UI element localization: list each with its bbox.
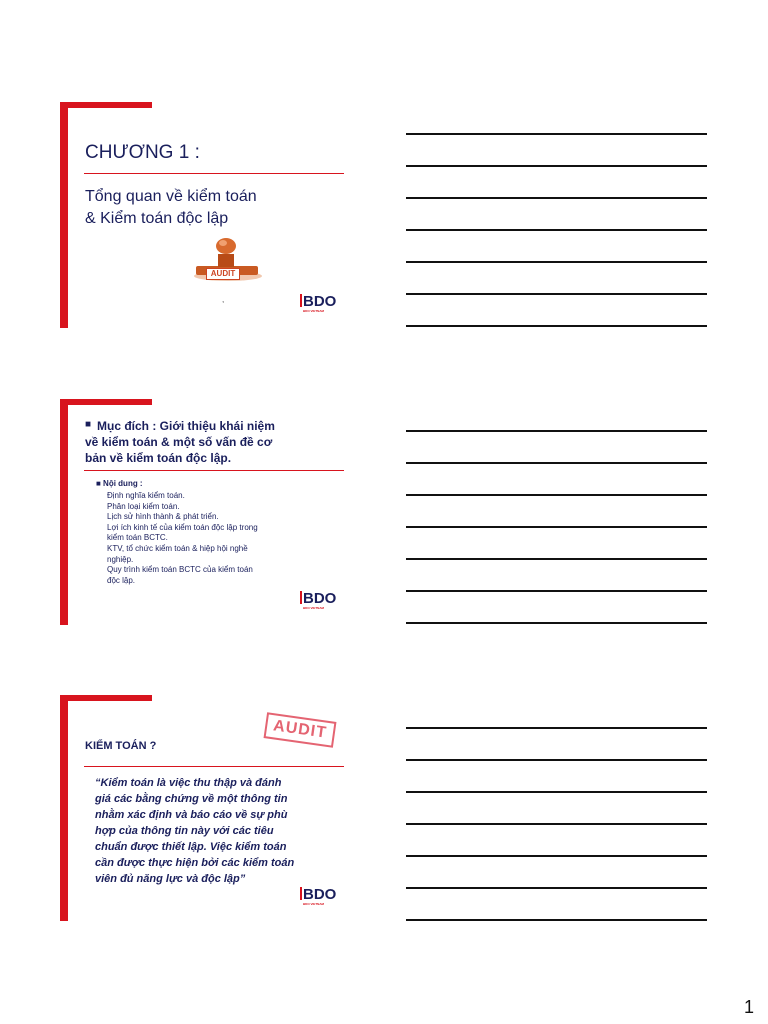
content-item: kiểm toán BCTC.	[107, 533, 168, 543]
slide-1	[60, 102, 350, 328]
slide-subtitle-line-2: & Kiểm toán độc lập	[85, 210, 229, 227]
purpose-divider	[84, 470, 344, 471]
purpose-line-3: bản về kiểm toán độc lập.	[85, 451, 232, 465]
audit-stamp-illustration	[188, 236, 264, 282]
slide-accent-bar-vertical	[60, 695, 68, 921]
content-heading: ■ Nội dung :	[96, 479, 143, 488]
note-line	[406, 727, 707, 729]
bdo-logo: BDO BDO VIETNAM	[300, 887, 336, 906]
slide-subtitle-line-1: Tổng quan về kiểm toán	[85, 188, 257, 205]
quote-line: nhằm xác định và báo cáo về sự phù	[95, 809, 288, 821]
content-item: độc lập.	[107, 575, 136, 585]
slide-accent-bar-horizontal	[60, 695, 152, 701]
audit-stamp: AUDIT	[264, 712, 337, 747]
note-line	[406, 919, 707, 921]
quote-line: giá các bằng chứng về một thông tin	[95, 793, 288, 805]
content-item: Lợi ích kinh tế của kiểm toán độc lập trong	[107, 522, 258, 532]
stamp-label: AUDIT	[206, 268, 240, 280]
slide-2	[60, 399, 350, 625]
content-item: Lịch sử hình thành & phát triển.	[107, 512, 219, 522]
content-item: Phân loại kiểm toán.	[107, 501, 180, 511]
content-item: Định nghĩa kiểm toán.	[107, 491, 185, 500]
note-line	[406, 526, 707, 528]
note-line	[406, 590, 707, 592]
note-line	[406, 165, 707, 167]
purpose-line-1: Mục đích : Giới thiệu khái niệm	[97, 419, 275, 433]
note-line	[406, 197, 707, 199]
quote-line: cần được thực hiện bởi các kiểm toán	[95, 857, 295, 869]
content-list	[107, 491, 258, 586]
note-line	[406, 430, 707, 432]
note-line	[406, 325, 707, 327]
quote-line: hợp của thông tin này với các tiêu	[95, 825, 274, 837]
bdo-logo: BDO BDO VIETNAM	[300, 294, 336, 313]
note-line	[406, 558, 707, 560]
note-line	[406, 759, 707, 761]
slide-title: KIỂM TOÁN ?	[85, 740, 157, 752]
quote-line: chuẩn được thiết lập. Việc kiểm toán	[95, 841, 287, 853]
slide-title: CHƯƠNG 1 :	[85, 142, 200, 163]
title-divider	[84, 766, 344, 767]
title-divider	[84, 173, 344, 174]
page-number: 1	[743, 997, 754, 1017]
note-line	[406, 494, 707, 496]
definition-quote	[95, 775, 294, 887]
note-line	[406, 855, 707, 857]
note-line	[406, 293, 707, 295]
purpose-bullet: ■	[85, 419, 92, 430]
footer-mark: ,	[222, 295, 225, 304]
note-line	[406, 823, 707, 825]
slide-3	[60, 695, 350, 921]
content-item: Quy trình kiểm toán BCTC của kiểm toán	[107, 565, 253, 575]
note-line	[406, 887, 707, 889]
note-line	[406, 133, 707, 135]
slide-accent-bar-horizontal	[60, 399, 152, 405]
content-item: KTV, tổ chức kiểm toán & hiệp hội nghề	[107, 543, 248, 553]
note-line	[406, 229, 707, 231]
slide-accent-bar-vertical	[60, 399, 68, 625]
content-item: nghiệp.	[107, 554, 134, 564]
note-line	[406, 462, 707, 464]
note-line	[406, 261, 707, 263]
note-line	[406, 791, 707, 793]
note-line	[406, 622, 707, 624]
purpose-line-2: về kiểm toán & một số vấn đề cơ	[85, 435, 273, 449]
quote-line: viên đủ năng lực và độc lập”	[95, 873, 246, 885]
slide-accent-bar-vertical	[60, 102, 68, 328]
bdo-logo: BDO BDO VIETNAM	[300, 591, 336, 610]
quote-line: “Kiểm toán là việc thu thập và đánh	[95, 777, 282, 789]
slide-accent-bar-horizontal	[60, 102, 152, 108]
